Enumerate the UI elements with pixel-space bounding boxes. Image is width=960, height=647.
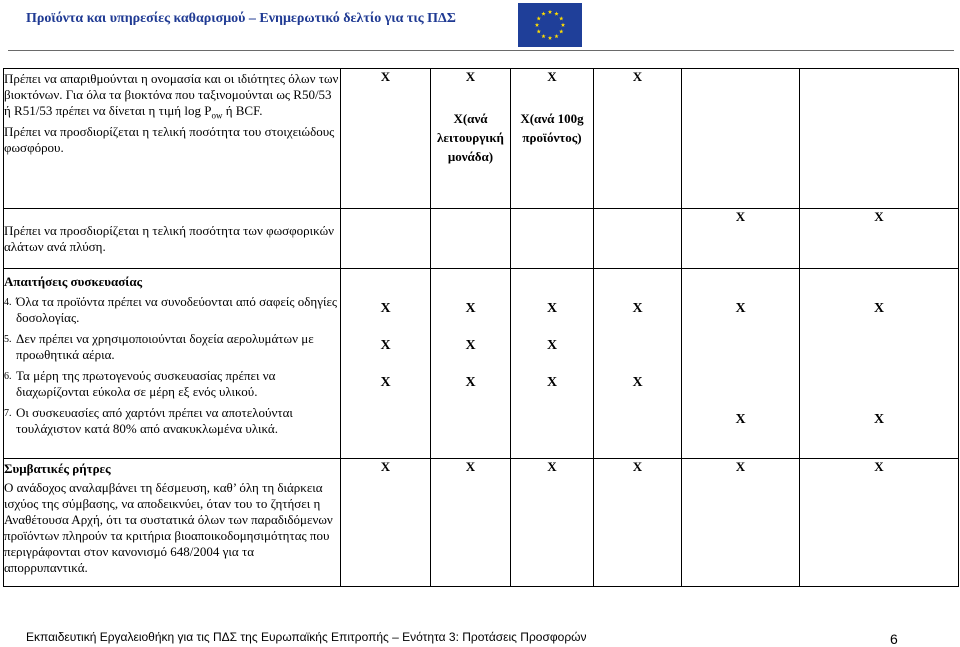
packaging-mark: X [465, 338, 476, 353]
document-header-title: Προϊόντα και υπηρεσίες καθαρισμού – Ενημερωτικό δελτίο για τις ΠΔΣ [26, 11, 456, 26]
packaging-heading: Απαιτήσεις συσκευασίας [4, 274, 143, 289]
packaging-mark: X [873, 301, 885, 316]
packaging-mark: X [380, 375, 391, 390]
packaging-marks-cell [511, 269, 594, 459]
mark-cell: X [594, 459, 682, 587]
packaging-mark: X [380, 338, 391, 353]
packaging-marks-cell [682, 269, 800, 459]
eu-flag-icon [518, 3, 582, 47]
mark-cell: X [341, 459, 431, 587]
mark-cell [800, 69, 959, 209]
mark-cell [431, 209, 511, 269]
packaging-marks-cell [431, 269, 511, 459]
mark-cell: X X(ανά λειτουργική μονάδα) [431, 69, 511, 209]
mark-cell [682, 69, 800, 209]
phosphates-requirement: Πρέπει να προσδιορίζεται η τελική ποσότητα των φωσφορικών αλάτων ανά πλύση. [4, 209, 341, 269]
mark-cell: X [431, 459, 511, 587]
list-item: 6. Τα μέρη της πρωτογενούς συσκευασίας πρέπει να διαχωρίζονται εύκολα σε μέρη εξ ενός υλικού. [4, 368, 276, 399]
packaging-mark: X [873, 412, 885, 427]
criteria-text-cell [4, 69, 341, 209]
phosphorus-requirement: Πρέπει να προσδιορίζεται η τελική ποσότητα του στοιχειώδους φωσφόρου. [4, 123, 335, 155]
packaging-mark: X [465, 301, 476, 316]
mark-cell: X [800, 459, 959, 587]
packaging-mark: X [735, 301, 746, 316]
contract-clauses-cell [4, 459, 341, 587]
header-divider [8, 50, 954, 51]
table-row [4, 269, 959, 459]
packaging-mark: X [546, 375, 558, 390]
contract-clause-text: Ο ανάδοχος αναλαμβάνει τη δέσμευση, καθ’ όλη τη διάρκεια ισχύος της σύμβασης, να αποδεικνύει, όταν του το ζητήσει η Αναθέτουσα Αρχή, ότι τα συστατικά όλων των παραδιδόμενων προϊόντων πληρούν τα κριτήρια βιοαποικοδομησιμότητας που περιγράφονται στον κανονισμό 648/2004 για τα απορρυπαντικά. [4, 480, 333, 575]
packaging-mark: X [546, 301, 558, 316]
mark-cell: X [682, 459, 800, 587]
table-row [4, 459, 959, 587]
table-row [4, 209, 959, 269]
footer-text: Εκπαιδευτική Εργαλειοθήκη για τις ΠΔΣ της Ευρωπαϊκής Επιτροπής – Ενότητα 3: Προτάσεις Προσφορών [26, 630, 587, 644]
mark-cell: X [594, 69, 682, 209]
biocides-requirement: Πρέπει να απαριθμούνται η ονομασία και οι ιδιότητες όλων των βιοκτόνων. Για όλα τα βιοκτόνα που ταξινομούνται ως R50/53 ή R51/53 πρέπει να δίνεται η τιμή $\log P_{ow}$ ή BCF. [4, 71, 339, 121]
list-item: 7. Οι συσκευασίες από χαρτόνι πρέπει να αποτελούνται τουλάχιστον κατά 80% από ανακυκλωμένα υλικά. [4, 405, 293, 436]
packaging-mark: X [380, 301, 391, 316]
mark-cell: X [800, 209, 959, 269]
mark-cell [341, 209, 431, 269]
mark-cell: X X(ανά 100g προϊόντος) [511, 69, 594, 209]
packaging-mark: X [632, 375, 643, 390]
contract-heading: Συμβατικές ρήτρες [4, 461, 111, 476]
list-item: 4. Όλα τα προϊόντα πρέπει να συνοδεύονται από σαφείς οδηγίες δοσολογίας. [4, 294, 338, 325]
table-row [4, 69, 959, 209]
mark-cell: X [682, 209, 800, 269]
packaging-requirements-cell [4, 269, 341, 459]
mark-cell: X [341, 69, 431, 209]
mark-cell [594, 209, 682, 269]
criteria-table [3, 68, 959, 587]
packaging-mark: X [735, 412, 746, 427]
packaging-mark: X [465, 375, 476, 390]
packaging-mark: X [632, 301, 643, 316]
packaging-marks-cell [594, 269, 682, 459]
packaging-mark: X [546, 338, 558, 353]
packaging-marks-cell [341, 269, 431, 459]
list-item: 5. Δεν πρέπει να χρησιμοποιούνται δοχεία αερολυμάτων με προωθητικά αέρια. [4, 331, 314, 362]
mark-cell: X [511, 459, 594, 587]
packaging-marks-cell [800, 269, 959, 459]
mark-cell [511, 209, 594, 269]
page-number: 6 [890, 631, 898, 647]
